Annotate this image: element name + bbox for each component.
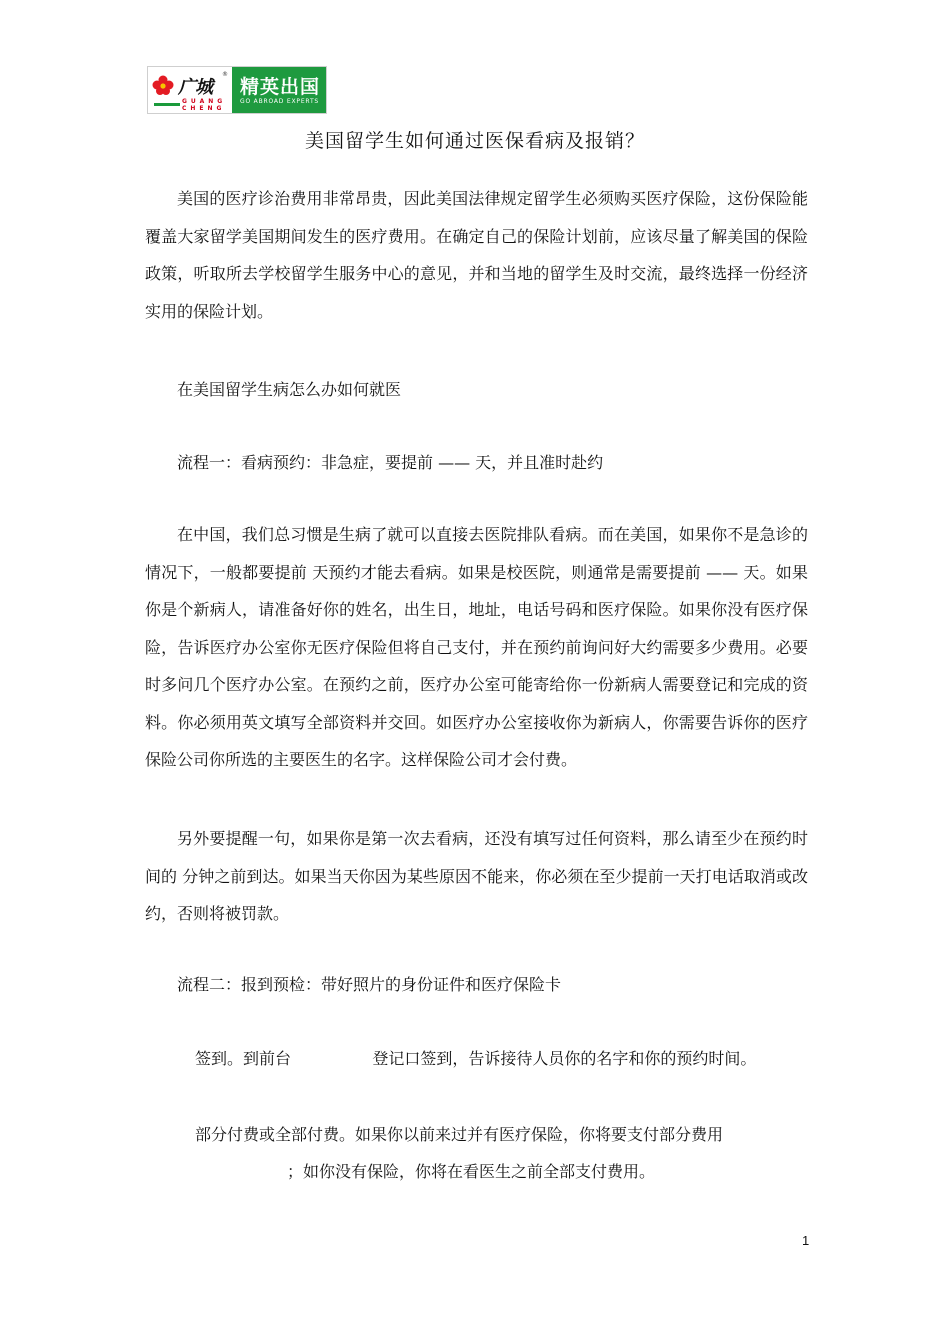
intro-paragraph: 美国的医疗诊治费用非常昂贵，因此美国法律规定留学生必须购买医疗保险，这份保险能覆盖大家留学美国期间发生的医疗费用。在确定自己的保险计划前，应该尽量了解美国的保险政策，听取所去学校留学生服务中心的意见，并和当地的留学生及时交流，最终选择一份经济实用的保险计划。 (145, 189, 808, 321)
logo-brand-text: 广城 (178, 77, 212, 98)
logo-accent-bar (154, 103, 180, 106)
logo-banner (232, 67, 326, 113)
reminder-paragraph: 另外要提醒一句，如果你是第一次去看病，还没有填写过任何资料，那么请至少在预约时间的 分钟之前到达。如果当天你因为某些原因不能来，你必须在至少提前一天打电话取消或改约，否则将被罚款。 (145, 829, 808, 923)
registered-mark: ® (222, 71, 228, 78)
payment-line-1: 部分付费或全部付费。如果你以前来过并有医疗保险，你将要支付部分费用 (195, 1125, 724, 1144)
step1-paragraph: 在中国，我们总习惯是生病了就可以直接去医院排队看病。而在美国，如果你不是急诊的情况下，一般都要提前 天预约才能去看病。如果是校医院，则通常是需要提前 —— 天。如果你是个新病人，请准备好你的姓名，出生日，地址，电话号码和医疗保险。如果你没有医疗保险，告诉医疗办公室你无医疗保险但将自己支付，并在预约前询问好大约需要多少费用。必要时多问几个医疗办公室。在预约之前，医疗办公室可能寄给你一份新病人需要登记和完成的资料。你必须用英文填写全部资料并交回。如医疗办公室接收你为新病人，你需要告诉你的医疗保险公司你所选的主要医生的名字。这样保险公司才会付费。 (145, 525, 808, 769)
section-heading: 在美国留学生病怎么办如何就医 (177, 380, 402, 399)
step1-heading: 流程一：看病预约：非急症，要提前 —— 天，并且准时赴约 (177, 453, 604, 472)
page-number: 1 (802, 1233, 810, 1248)
flower-icon (152, 75, 174, 97)
step2-heading: 流程二：报到预检：带好照片的身份证件和医疗保险卡 (177, 975, 562, 994)
logo-subtitle: GO ABROAD EXPERTS (240, 98, 320, 105)
payment-line-2: ；如你没有保险，你将在看医生之前全部支付费用。 (287, 1162, 656, 1181)
document-title: 美国留学生如何通过医保看病及报销？ (304, 130, 645, 152)
checkin-line: 签到。到前台 登记口签到，告诉接待人员你的名字和你的预约时间。 (195, 1049, 757, 1068)
logo-emblem (148, 67, 232, 113)
brand-logo (147, 66, 327, 114)
logo-brand-subtext: GUANG CHENG (182, 98, 227, 112)
logo-title: 精英出国 (240, 76, 321, 98)
